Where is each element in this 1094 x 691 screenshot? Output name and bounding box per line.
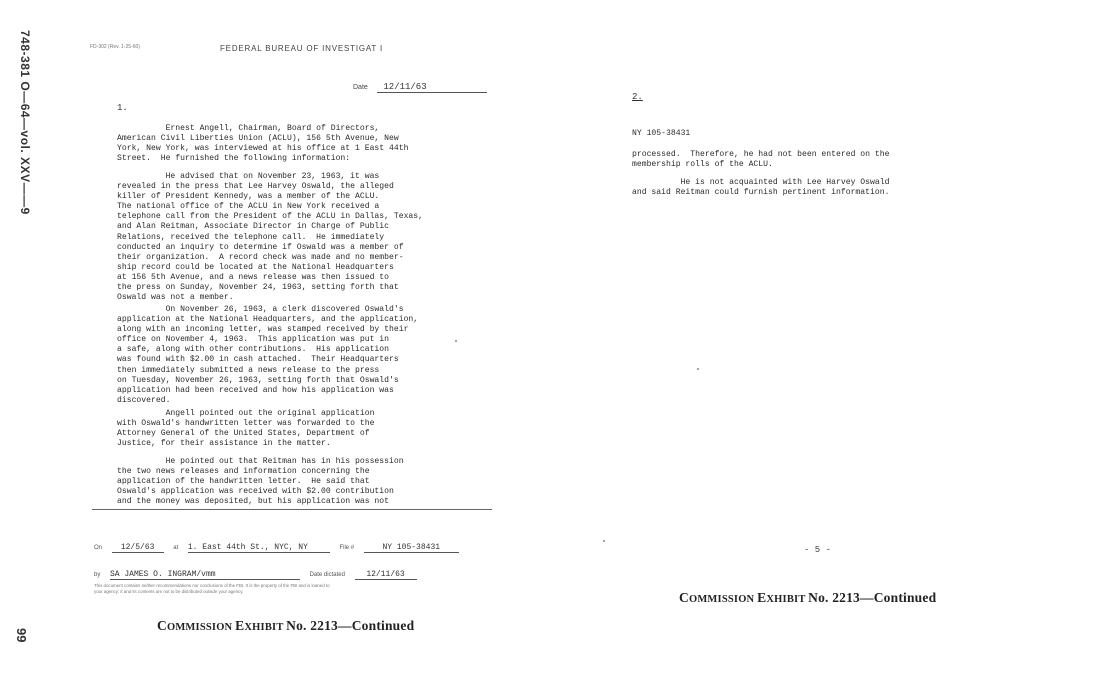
- paragraph-1: Ernest Angell, Chairman, Board of Directors, American Civil Liberties Union (ACLU), 156 5th Avenue, New York, New York, was interviewed at his office at 1 East 44th Street. He furnished the following information:: [117, 124, 409, 164]
- paragraph-4: Angell pointed out the original application with Oswald's handwritten letter was forwarded to the Attorney General of the United States, Department of Justice, for their assistance in the matter.: [117, 409, 375, 449]
- volume-label: 748-381 O—64—vol. XXV——9: [18, 30, 32, 215]
- page-marker-right: 2.: [632, 92, 643, 102]
- file-value: NY 105-38431: [364, 543, 459, 553]
- paragraph-2: He advised that on November 23, 1963, it was revealed in the press that Lee Harvey Oswald, the alleged killer of President Kennedy, was a member of the ACLU. The national office of the ACLU in New York received a telephone call from the President of the ACLU in Dallas, Texas, and Alan Reitman, Associate Director in Charge of Public Relations, received the telephone call. He immediately conducted an inquiry to determine if Oswald was a member of their organization. A record check was made and no member- ship record could be located at the National Headquarters at 156 5th Avenue, and a news release was then issued to the press on Sunday, November 24, 1963, setting forth that Oswald was not a member.: [117, 172, 423, 303]
- page-number: 99: [14, 628, 29, 643]
- date-value: 12/11/63: [377, 82, 487, 93]
- right-paragraph-1: processed. Therefore, he had not been entered on the membership rolls of the ACLU.: [632, 150, 890, 170]
- footer-by-row: [94, 563, 417, 581]
- page-footer-number: - 5 -: [804, 545, 832, 555]
- page-marker-left: 1.: [117, 103, 128, 113]
- exhibit-caption-right: COMMISSION EXHIBIT No. 2213—Continued: [679, 590, 937, 605]
- footer-on-row: [94, 536, 459, 554]
- right-paragraph-2: He is not acquainted with Lee Harvey Oswald and said Reitman could furnish pertinent information.: [632, 178, 890, 198]
- by-label: by: [94, 572, 101, 578]
- at-label: at: [173, 545, 179, 551]
- fbi-disclaimer: This document contains neither recommendations nor conclusions of the FBI. It is the property of the FBI and is loaned to your agency; it and its contents are not to be distributed outside your agency.: [94, 583, 330, 594]
- paragraph-5: He pointed out that Reitman has in his possession the two news releases and information concerning the application of the handwritten letter. He said that Oswald's application was received with $2.00 contribution and the money was deposited, but his application was not: [117, 457, 404, 507]
- on-label: On: [94, 545, 103, 551]
- date-row: [353, 76, 487, 94]
- date-label: Date: [353, 84, 368, 91]
- footer-divider: [92, 509, 492, 510]
- dictated-value: 12/11/63: [355, 570, 417, 580]
- fbi-header: FEDERAL BUREAU OF INVESTIGAT I: [220, 44, 383, 53]
- scan-speck: [455, 340, 457, 342]
- dictated-label: Date dictated: [309, 572, 345, 578]
- paragraph-3: On November 26, 1963, a clerk discovered Oswald's application at the National Headquarters, and the application, along with an incoming letter, was stamped received by their office on November 4, 1963. This application was put in a safe, along with other contributions. His application was found with $2.00 in cash attached. Their Headquarters then immediately submitted a news release to the press on Tuesday, November 26, 1963, setting forth that Oswald's application had been received and how his application was discovered.: [117, 305, 419, 405]
- file-ref-right: NY 105-38431: [632, 129, 691, 138]
- form-code: FD-302 (Rev. 1-25-60): [90, 44, 140, 50]
- by-value: SA JAMES O. INGRAM/vmm: [110, 570, 300, 580]
- at-value: 1. East 44th St., NYC, NY: [188, 543, 330, 553]
- scan-speck: [697, 368, 699, 370]
- file-label: File #: [339, 545, 355, 551]
- scan-speck: [603, 540, 605, 542]
- on-value: 12/5/63: [112, 543, 164, 553]
- exhibit-caption-left: COMMISSION EXHIBIT No. 2213—Continued: [157, 618, 415, 633]
